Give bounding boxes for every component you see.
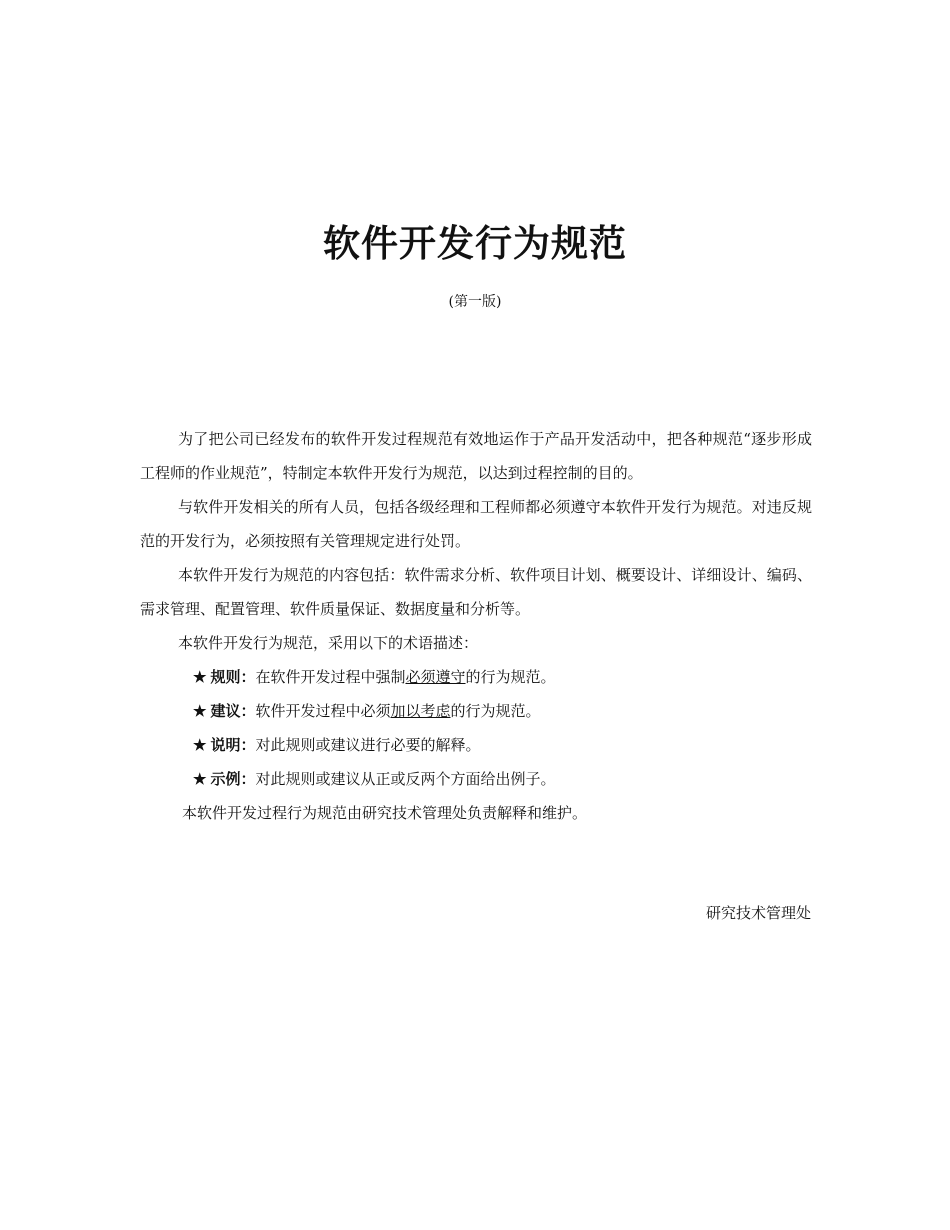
document-title: 软件开发行为规范 [323, 222, 627, 265]
term-name: 示例 [210, 770, 241, 788]
term-description: 对此规则或建议进行必要的解释。 [255, 736, 481, 754]
term-item-rule [140, 660, 812, 694]
term-colon: ： [240, 668, 256, 686]
term-item-explanation [140, 728, 812, 762]
document-body [140, 422, 812, 830]
term-description-end: 的行为规范。 [465, 668, 556, 686]
paragraph-purpose: 为了把公司已经发布的软件开发过程规范有效地运作于产品开发活动中，把各种规范“逐步形成工程师的作业规范”，特制定本软件开发行为规范，以达到过程控制的目的。 [140, 430, 812, 482]
term-colon: ： [240, 702, 256, 720]
term-description: 软件开发过程中必须 [255, 702, 391, 720]
star-icon: ★ [193, 668, 207, 686]
signature-department: 研究技术管理处 [705, 904, 811, 922]
paragraph-terms-intro: 本软件开发行为规范，采用以下的术语描述： [178, 634, 479, 652]
term-description: 对此规则或建议从正或反两个方面给出例子。 [255, 770, 556, 788]
star-icon: ★ [193, 736, 207, 754]
term-underlined-text: 加以考虑 [390, 702, 451, 720]
paragraph-contents: 本软件开发行为规范的内容包括：软件需求分析、软件项目计划、概要设计、详细设计、编码、需求管理、配置管理、软件质量保证、数据度量和分析等。 [140, 566, 812, 618]
term-name: 建议 [210, 702, 241, 720]
term-description-end: 的行为规范。 [450, 702, 541, 720]
term-name: 规则 [210, 668, 241, 686]
term-item-suggestion [140, 694, 812, 728]
edition-label: (第一版) [448, 294, 502, 310]
closing-statement: 本软件开发过程行为规范由研究技术管理处负责解释和维护。 [182, 804, 588, 822]
term-colon: ： [240, 736, 256, 754]
star-icon: ★ [193, 770, 207, 788]
star-icon: ★ [193, 702, 207, 720]
term-list [140, 660, 812, 796]
term-underlined-text: 必须遵守 [405, 668, 466, 686]
term-colon: ： [240, 770, 256, 788]
term-description: 在软件开发过程中强制 [255, 668, 406, 686]
term-item-example [140, 762, 812, 796]
paragraph-scope: 与软件开发相关的所有人员，包括各级经理和工程师都必须遵守本软件开发行为规范。对违反规范的开发行为，必须按照有关管理规定进行处罚。 [140, 498, 812, 550]
term-name: 说明 [210, 736, 241, 754]
